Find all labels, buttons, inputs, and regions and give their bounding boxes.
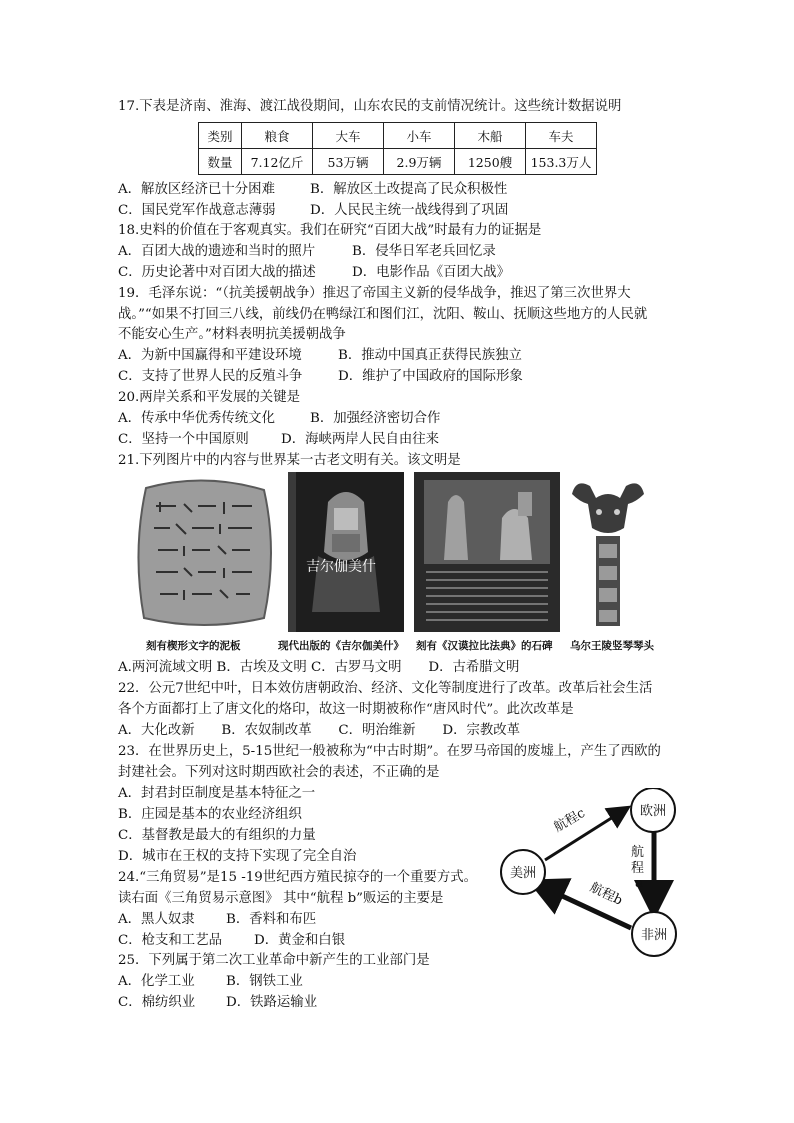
q22-stem-line2: 各个方面都打上了唐文化的烙印，故这一时期被称作“唐风时代”。此次改革是 [118,702,574,717]
q18-stem: 18.史料的价值在于客观真实。我们在研究“百团大战”时最有力的证据是 [118,223,542,238]
tablet-caption: 刻有楔形文字的泥板 [146,640,241,652]
q21-stem: 21.下列图片中的内容与世界某一古老文明有关。该文明是 [118,453,461,468]
table-cell: 数量 [199,149,242,175]
table-cell: 2.9万辆 [384,149,455,175]
q20-option-d: D．海峡两岸人民自由往来 [281,432,440,447]
q19-option-a: A．为新中国赢得和平建设环境 [118,348,302,363]
q19-option-d: D．维护了中国政府的国际形象 [338,369,523,384]
america-label: 美洲 [509,866,537,881]
route-b-label: 航程b [587,880,625,909]
q24-option-c: C．枪支和工艺品 [118,933,222,948]
q17-option-c: C．国民党军作战意志薄弱 [118,203,276,218]
q21-options: A.两河流域文明 B．古埃及文明 C．古罗马文明 D．古希腊文明 [118,660,520,675]
route-a-label-3: a [635,876,643,891]
q17-option-a: A．解放区经济已十分困难 [118,182,275,197]
route-a-label-2: 程 [631,861,645,876]
lyre-head-image [566,472,650,632]
table-header-cell: 大车 [313,123,384,149]
q25-stem: 25．下列属于第二次工业革命中新产生的工业部门是 [118,953,430,968]
cuneiform-tablet-image [132,472,276,632]
q23-option-b: B．庄园是基本的农业经济组织 [118,807,302,822]
q24-option-a: A．黑人奴隶 [118,912,195,927]
hammurabi-stele-image [414,472,560,632]
table-header-cell: 类别 [199,123,242,149]
gilgamesh-book-image [288,472,404,632]
q18-option-d: D．电影作品《百团大战》 [352,265,511,280]
q24-stem-line1: 24.“三角贸易”是15 -19世纪西方殖民掠夺的一个重要方式。 [118,870,478,885]
table-row [199,149,597,175]
table-cell: 153.3万人 [526,149,597,175]
q25-option-d: D．铁路运输业 [226,995,318,1010]
q19-option-b: B．推动中国真正获得民族独立 [338,348,522,363]
q20-option-a: A．传承中华优秀传统文化 [118,411,275,426]
q18-option-b: B．侵华日军老兵回忆录 [352,244,496,259]
table-cell: 1250艘 [455,149,526,175]
q19-option-c: C．支持了世界人民的反殖斗争 [118,369,303,384]
route-c-label: 航程c [551,805,588,836]
q23-option-a: A．封君封臣制度是基本特征之一 [118,786,316,801]
q20-stem: 20.两岸关系和平发展的关键是 [118,390,300,405]
table-cell: 53万辆 [313,149,384,175]
q18-option-a: A．百团大战的遗迹和当时的照片 [118,244,316,259]
table-cell: 7.12亿斤 [242,149,313,175]
q25-option-a: A．化学工业 [118,974,195,989]
q17-option-b: B．解放区土改提高了民众积极性 [310,182,508,197]
table-header-cell: 小车 [384,123,455,149]
q22-stem-line1: 22．公元7世纪中叶，日本效仿唐朝政治、经济、文化等制度进行了改革。改革后社会生活 [118,681,653,696]
lyre-caption: 乌尔王陵竖琴琴头 [570,640,654,652]
q23-option-c: C．基督教是最大的有组织的力量 [118,828,316,843]
q24-option-d: D．黄金和白银 [254,933,346,948]
q23-stem-line2: 封建社会。下列对这时期西欧社会的表述，不正确的是 [118,765,440,780]
table-header-cell: 车夫 [526,123,597,149]
q20-option-c: C．坚持一个中国原则 [118,432,249,447]
q24-option-b: B．香料和布匹 [226,912,317,927]
table-header-cell: 粮食 [242,123,313,149]
book-caption: 现代出版的《吉尔伽美什》 [278,640,404,652]
q17-table [198,122,597,175]
q20-option-b: B．加强经济密切合作 [310,411,441,426]
q18-option-c: C．历史论著中对百团大战的描述 [118,265,316,280]
stele-caption: 刻有《汉谟拉比法典》的石碑 [416,640,553,652]
q25-option-b: B．钢铁工业 [226,974,303,989]
q23-option-d: D．城市在王权的支持下实现了完全自治 [118,849,357,864]
africa-label: 非洲 [640,928,668,943]
table-header-cell: 木船 [455,123,526,149]
q17-option-d: D．人民民主统一战线得到了巩固 [310,203,509,218]
q17-stem: 17.下表是济南、淮海、渡江战役期间，山东农民的支前情况统计。这些统计数据说明 [118,99,622,114]
q19-stem-line2: 战。”“如果不打回三八线，前线仍在鸭绿江和图们江，沈阳、鞍山、抚顺这些地方的人民就 [118,307,648,322]
q25-option-c: C．棉纺织业 [118,995,196,1010]
route-a-label-1: 航 [631,845,645,860]
europe-label: 欧洲 [639,804,667,819]
book-cover-title: 吉尔伽美什 [306,559,376,575]
q22-options: A．大化改新 B．农奴制改革 C．明治维新 D．宗教改革 [118,723,521,738]
q23-stem-line1: 23．在世界历史上，5-15世纪一般被称为“中古时期”。在罗马帝国的废墟上，产生了西欧的 [118,744,661,759]
triangle-trade-diagram [493,788,689,960]
q19-stem-line1: 19．毛泽东说：“（抗美援朝战争）推迟了帝国主义新的侵华战争，推迟了第三次世界大 [118,286,631,301]
q19-stem-line3: 不能安心生产。”材料表明抗美援朝战争 [118,327,346,342]
q24-stem-line2: 读右面《三角贸易示意图》 其中“航程 b”贩运的主要是 [118,891,444,906]
table-header-row [199,123,597,149]
